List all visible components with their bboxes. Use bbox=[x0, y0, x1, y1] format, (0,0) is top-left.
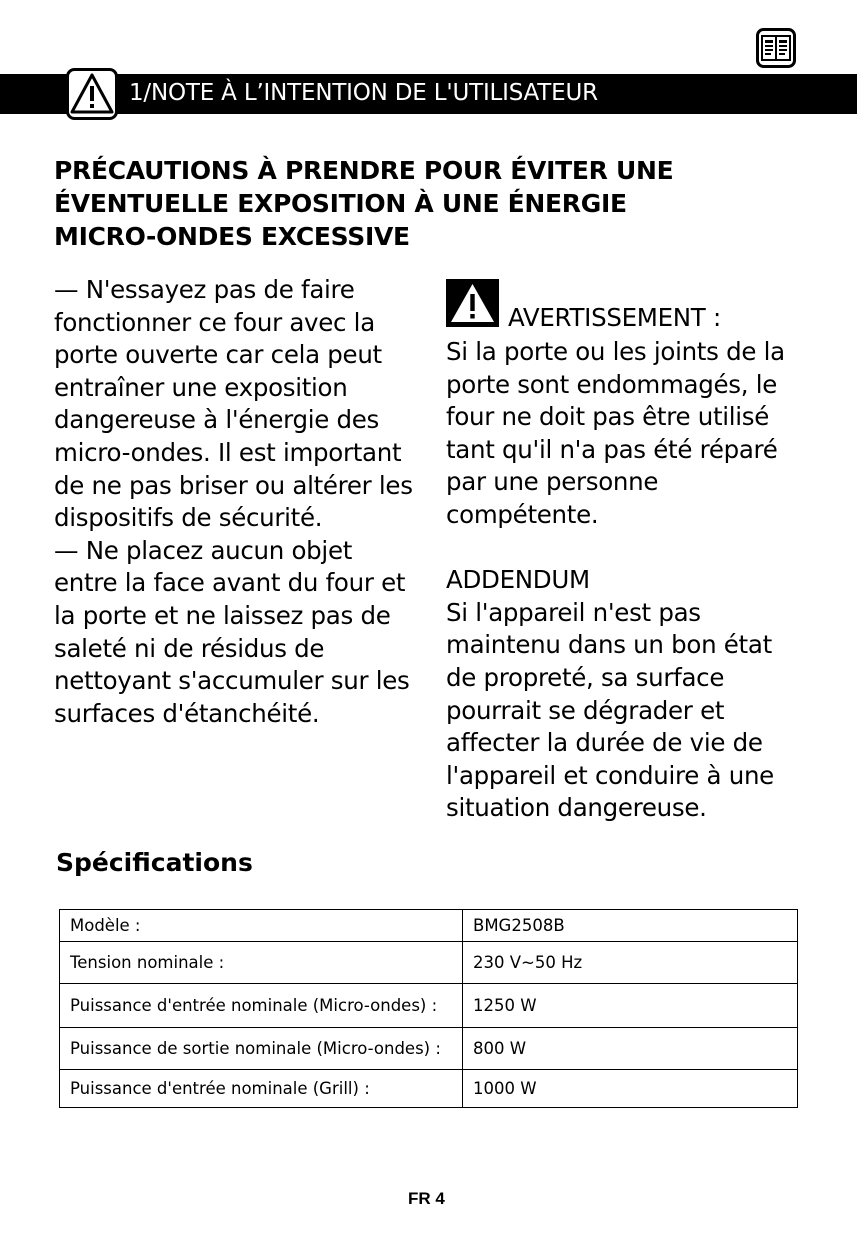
right-column-text bbox=[446, 302, 826, 825]
heading-line: ÉVENTUELLE EXPOSITION À UNE ÉNERGIE bbox=[54, 189, 627, 218]
spec-value: 230 V~50 Hz bbox=[463, 942, 798, 984]
text-line: porte ouverte car cela peut bbox=[54, 340, 382, 370]
text-line: l'appareil et conduire à une bbox=[446, 760, 774, 790]
warning-label: AVERTISSEMENT : bbox=[508, 303, 721, 332]
spec-label: Puissance d'entrée nominale (Grill) : bbox=[60, 1070, 463, 1108]
text-line: de propreté, sa surface bbox=[446, 662, 725, 692]
text-line: maintenu dans un bon état bbox=[446, 630, 772, 660]
table-row bbox=[60, 1028, 798, 1070]
text-line: — Ne placez aucun objet bbox=[54, 535, 353, 565]
text-line: affecter la durée de vie de bbox=[446, 728, 763, 758]
specifications-title: Spécifications bbox=[56, 848, 253, 877]
text-line: la porte et ne laissez pas de bbox=[54, 600, 391, 630]
spec-label: Tension nominale : bbox=[60, 942, 463, 984]
text-line: four ne doit pas être utilisé bbox=[446, 402, 770, 432]
text-line: dispositifs de sécurité. bbox=[54, 503, 323, 533]
text-line: porte sont endommagés, le bbox=[446, 369, 777, 399]
spec-label: Puissance d'entrée nominale (Micro-ondes) : bbox=[60, 984, 463, 1028]
spec-value: 800 W bbox=[463, 1028, 798, 1070]
paragraph-spacer bbox=[446, 532, 826, 565]
page-heading bbox=[54, 154, 774, 253]
table-row bbox=[60, 1070, 798, 1108]
spec-label: Puissance de sortie nominale (Micro-ondes) : bbox=[60, 1028, 463, 1070]
table-row bbox=[60, 984, 798, 1028]
text-line: nettoyant s'accumuler sur les bbox=[54, 666, 410, 696]
table-row bbox=[60, 910, 798, 942]
text-line: saleté ni de résidus de bbox=[54, 633, 325, 663]
spec-value: 1250 W bbox=[463, 984, 798, 1028]
spec-value: BMG2508B bbox=[463, 910, 798, 942]
section-title: 1/NOTE À L’INTENTION DE L'UTILISATEUR bbox=[129, 80, 598, 106]
warning-triangle-icon bbox=[446, 279, 499, 327]
text-line: par une personne bbox=[446, 467, 659, 497]
text-line: pourrait se dégrader et bbox=[446, 695, 725, 725]
text-line: Si l'appareil n'est pas bbox=[446, 597, 701, 627]
text-line: dangereuse à l'énergie des bbox=[54, 405, 379, 435]
warning-row bbox=[446, 302, 826, 336]
text-line: surfaces d'étanchéité. bbox=[54, 698, 320, 728]
text-line: entraîner une exposition bbox=[54, 372, 348, 402]
page-number: FR 4 bbox=[408, 1189, 445, 1208]
spec-value: 1000 W bbox=[463, 1070, 798, 1108]
text-line: de ne pas briser ou altérer les bbox=[54, 470, 413, 500]
warning-triangle-icon bbox=[66, 68, 118, 120]
text-line: situation dangereuse. bbox=[446, 793, 707, 823]
spec-label: Modèle : bbox=[60, 910, 463, 942]
text-line: compétente. bbox=[446, 499, 599, 529]
left-column-text bbox=[54, 274, 429, 730]
heading-line: MICRO-ONDES EXCESSIVE bbox=[54, 222, 410, 251]
addendum-title: ADDENDUM bbox=[446, 565, 590, 595]
text-line: fonctionner ce four avec la bbox=[54, 307, 375, 337]
table-row bbox=[60, 942, 798, 984]
text-line: entre la face avant du four et bbox=[54, 568, 406, 598]
text-line: Si la porte ou les joints de la bbox=[446, 337, 785, 366]
specifications-table bbox=[59, 909, 798, 1108]
text-line: micro-ondes. Il est important bbox=[54, 437, 402, 467]
text-line: tant qu'il n'a pas été réparé bbox=[446, 434, 778, 464]
heading-line: PRÉCAUTIONS À PRENDRE POUR ÉVITER UNE bbox=[54, 156, 674, 185]
text-line: — N'essayez pas de faire bbox=[54, 275, 355, 304]
manual-book-icon bbox=[756, 28, 796, 68]
